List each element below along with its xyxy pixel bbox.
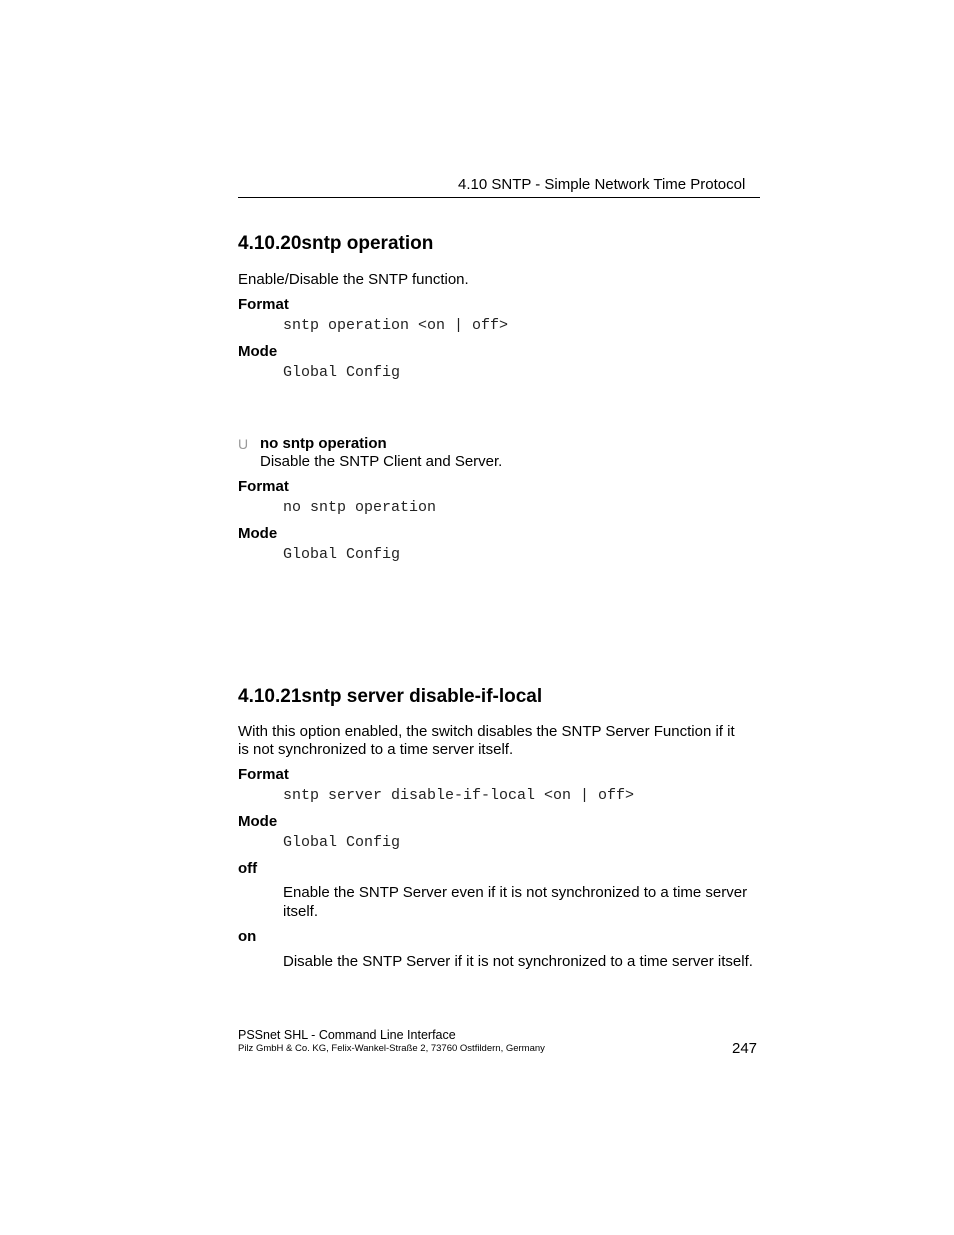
format-code: sntp operation <on | off> [283, 317, 509, 334]
mode-code: Global Config [283, 364, 401, 381]
no-form-description: Disable the SNTP Client and Server. [260, 453, 503, 470]
param-description-off: Enable the SNTP Server even if it is not synchronized to a time server itself. [283, 884, 748, 920]
list-bullet: U [238, 436, 249, 452]
section-intro-line: is not synchronized to a time server itself. [238, 741, 514, 758]
format-label: Format [238, 766, 289, 783]
param-description-on: Disable the SNTP Server if it is not synchronized to a time server itself. [283, 953, 753, 970]
mode-code: Global Config [283, 546, 401, 563]
footer-address: Pilz GmbH & Co. KG, Felix-Wankel-Straße 2, 73760 Ostfildern, Germany [238, 1043, 545, 1054]
section-intro: Enable/Disable the SNTP function. [238, 271, 469, 288]
running-header: 4.10 SNTP - Simple Network Time Protocol [458, 176, 746, 193]
format-label: Format [238, 478, 289, 495]
header-rule [238, 197, 760, 198]
mode-code: Global Config [283, 834, 401, 851]
no-form-command: no sntp operation [260, 435, 387, 452]
section-heading-sntp-server-disable-if-local: 4.10.21sntp server disable-if-local [238, 686, 543, 707]
param-name-off: off [238, 860, 258, 877]
format-code: no sntp operation [283, 499, 437, 516]
section-heading-sntp-operation: 4.10.20sntp operation [238, 233, 434, 254]
footer-product: PSSnet SHL - Command Line Interface [238, 1028, 456, 1042]
mode-label: Mode [238, 813, 278, 830]
section-intro-line: With this option enabled, the switch disables the SNTP Server Function if it [238, 723, 735, 740]
param-name-on: on [238, 928, 257, 945]
format-code: sntp server disable-if-local <on | off> [283, 787, 635, 804]
format-label: Format [238, 296, 289, 313]
mode-label: Mode [238, 525, 278, 542]
page-number: 247 [732, 1040, 758, 1057]
mode-label: Mode [238, 343, 278, 360]
